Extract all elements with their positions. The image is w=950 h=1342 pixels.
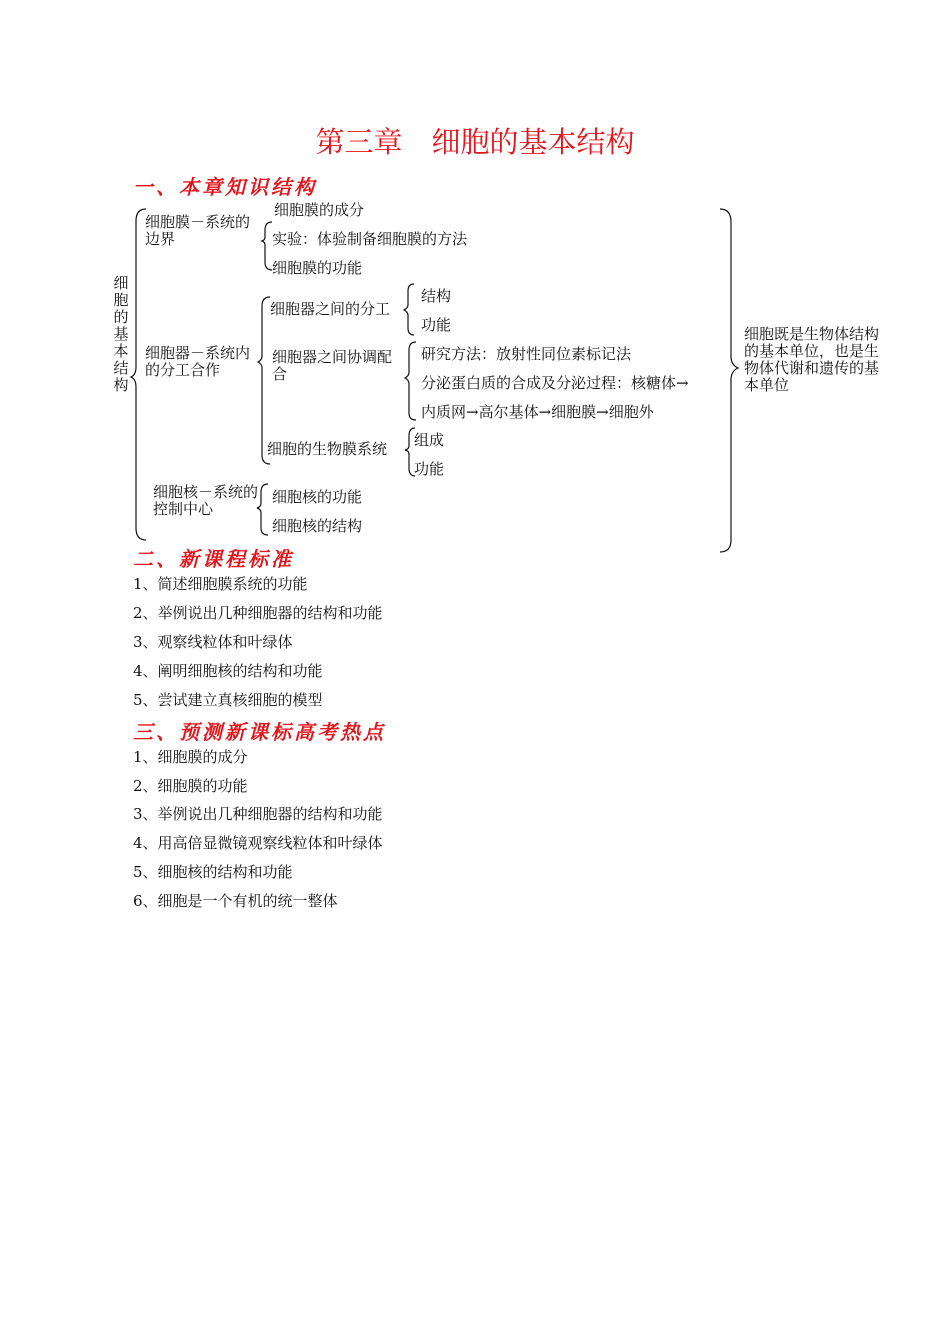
standard-item: 4、阐明细胞核的结构和功能	[133, 662, 323, 680]
brace-organelle	[258, 297, 270, 464]
brace-root	[131, 209, 146, 540]
brace-coordination	[405, 342, 416, 420]
standard-item: 1、简述细胞膜系统的功能	[133, 575, 308, 593]
map-root-label: 细胞的基本结构	[113, 274, 129, 394]
coordination-item-2: 分泌蛋白质的合成及分泌过程：核糖体→	[421, 374, 689, 392]
brace-division	[404, 284, 414, 335]
hotspot-item: 1、细胞膜的成分	[133, 748, 248, 766]
brace-membrane	[262, 222, 272, 270]
standard-item: 3、观察线粒体和叶绿体	[133, 633, 293, 651]
hotspot-item: 5、细胞核的结构和功能	[133, 863, 293, 881]
membrane-item-1: 细胞膜的成分	[274, 201, 365, 219]
section-heading-structure: 一、本章知识结构	[133, 175, 317, 199]
standard-item: 2、举例说出几种细胞器的结构和功能	[133, 604, 383, 622]
hotspot-item: 2、细胞膜的功能	[133, 777, 248, 795]
page-title: 第三章 细胞的基本结构	[315, 125, 635, 159]
nucleus-label: 细胞核－系统的控制中心	[153, 483, 259, 518]
membrane-item-2: 实验：体验制备细胞膜的方法	[272, 230, 468, 248]
section-heading-standards: 二、新课程标准	[133, 547, 294, 571]
nucleus-item-structure: 细胞核的结构	[272, 517, 363, 535]
nucleus-item-function: 细胞核的功能	[272, 488, 363, 506]
biomembrane-item-function: 功能	[414, 460, 445, 478]
hotspot-item: 4、用高倍显微镜观察线粒体和叶绿体	[133, 834, 383, 852]
division-item-function: 功能	[421, 316, 452, 334]
organelle-label: 细胞器－系统内的分工合作	[145, 344, 251, 379]
coordination-item-1: 研究方法：放射性同位素标记法	[421, 345, 632, 363]
membrane-item-3: 细胞膜的功能	[272, 259, 363, 277]
division-item-structure: 结构	[421, 287, 452, 305]
hotspot-item: 6、细胞是一个有机的统一整体	[133, 892, 338, 910]
hotspot-item: 3、举例说出几种细胞器的结构和功能	[133, 805, 383, 823]
membrane-label: 细胞膜－系统的边界	[145, 213, 251, 248]
organelle-division-label: 细胞器之间的分工	[270, 300, 391, 318]
biomembrane-item-composition: 组成	[414, 431, 445, 449]
organelle-coordination-label: 细胞器之间协调配合	[272, 348, 393, 383]
map-summary: 细胞既是生物体结构的基本单位，也是生物体代谢和遗传的基本单位	[744, 325, 880, 394]
brace-summary	[720, 209, 738, 552]
standard-item: 5、尝试建立真核细胞的模型	[133, 691, 323, 709]
section-heading-hotspots: 三、预测新课标高考热点	[133, 720, 386, 744]
organelle-biomembrane-label: 细胞的生物膜系统	[267, 440, 388, 458]
coordination-item-3: 内质网→高尔基体→细胞膜→细胞外	[421, 403, 654, 421]
